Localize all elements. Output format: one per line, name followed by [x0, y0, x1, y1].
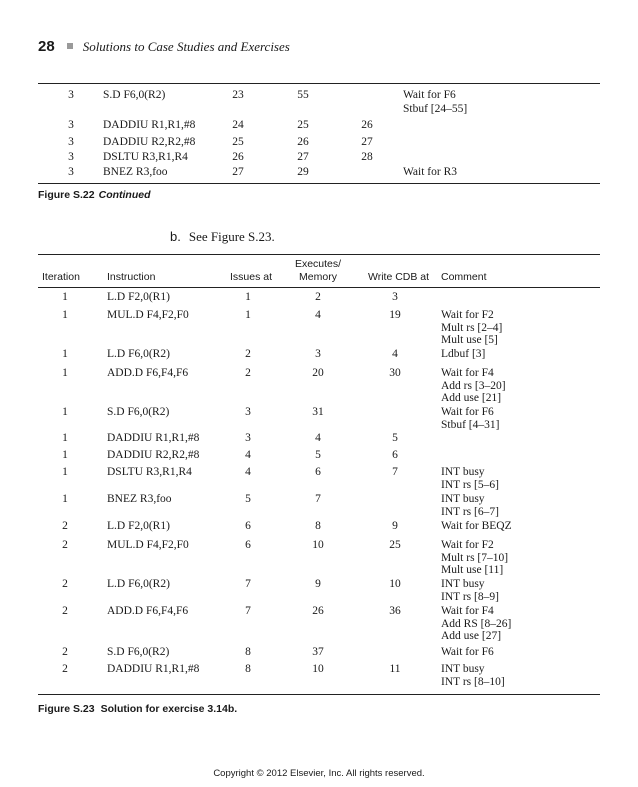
comment-line: INT busy	[441, 578, 485, 590]
iteration-cell: 1	[62, 493, 68, 505]
write-cdb-cell: 10	[389, 578, 401, 590]
comment-cell	[441, 646, 494, 659]
issues-at-cell: 8	[245, 646, 251, 658]
issues-at-cell: 6	[245, 520, 251, 532]
comment-cell	[441, 539, 508, 577]
instruction-cell: DSLTU R3,R1,R4	[107, 466, 192, 478]
iteration-cell: 2	[62, 605, 68, 617]
iteration-cell: 3	[68, 89, 74, 101]
iteration-cell: 1	[62, 309, 68, 321]
iteration-cell: 2	[62, 578, 68, 590]
iteration-cell: 3	[68, 119, 74, 131]
part-b-label: b.	[170, 229, 181, 244]
s22-bottom-rule	[38, 183, 600, 184]
write-cdb-cell: 3	[392, 291, 398, 303]
executes-cell: 4	[315, 432, 321, 444]
issues-at-cell: 3	[245, 432, 251, 444]
iteration-cell: 3	[68, 151, 74, 163]
comment-line: INT rs [8–10]	[441, 675, 505, 688]
figure-s22-table	[38, 88, 600, 183]
issues-at-cell: 7	[245, 578, 251, 590]
iteration-cell: 2	[62, 520, 68, 532]
iteration-cell: 2	[62, 539, 68, 551]
issues-at-cell: 27	[232, 166, 244, 178]
write-cdb-cell: 7	[392, 466, 398, 478]
comment-line: Wait for R3	[403, 166, 458, 178]
instruction-cell: L.D F2,0(R1)	[107, 520, 170, 532]
write-cdb-cell: 25	[389, 539, 401, 551]
issues-at-cell: 5	[245, 493, 251, 505]
issues-at-cell: 23	[232, 89, 244, 101]
instruction-cell: DADDIU R1,R1,#8	[107, 432, 200, 444]
iteration-cell: 3	[68, 166, 74, 178]
executes-cell: 27	[297, 151, 309, 163]
comment-line: INT rs [5–6]	[441, 478, 499, 491]
comment-cell	[441, 578, 499, 603]
executes-cell: 6	[315, 466, 321, 478]
issues-at-cell: 26	[232, 151, 244, 163]
header-instruction: Instruction	[107, 271, 156, 283]
instruction-cell: S.D F6,0(R2)	[107, 406, 170, 418]
write-cdb-cell: 30	[389, 367, 401, 379]
instruction-cell: DSLTU R3,R1,R4	[103, 151, 188, 163]
issues-at-cell: 24	[232, 119, 244, 131]
write-cdb-cell: 6	[392, 449, 398, 461]
figure-s22-caption	[38, 189, 151, 201]
header-separator-square	[67, 43, 73, 49]
executes-cell: 9	[315, 578, 321, 590]
comment-line: Wait for F6	[441, 406, 494, 418]
comment-line: INT busy	[441, 663, 485, 675]
comment-line: Add RS [8–26]	[441, 617, 512, 630]
executes-cell: 10	[312, 539, 324, 551]
issues-at-cell: 7	[245, 605, 251, 617]
instruction-cell: S.D F6,0(R2)	[107, 646, 170, 658]
comment-line: Wait for F2	[441, 309, 494, 321]
issues-at-cell: 1	[245, 309, 251, 321]
page-header	[38, 38, 290, 58]
figure-s23-caption	[38, 703, 237, 715]
comment-line: Add use [27]	[441, 630, 502, 642]
comment-cell	[403, 88, 467, 116]
executes-cell: 2	[315, 291, 321, 303]
comment-cell	[441, 663, 505, 688]
part-b	[170, 229, 275, 245]
instruction-cell: L.D F6,0(R2)	[107, 348, 170, 360]
issues-at-cell: 6	[245, 539, 251, 551]
running-title: Solutions to Case Studies and Exercises	[82, 39, 290, 54]
header-executes: Executes/	[294, 258, 342, 270]
header-write-cdb: Write CDB at	[368, 271, 430, 283]
figure-s23-table	[38, 290, 600, 694]
comment-line: Stbuf [4–31]	[441, 418, 500, 431]
write-cdb-cell: 5	[392, 432, 398, 444]
comment-cell	[403, 165, 457, 179]
comment-cell	[441, 367, 506, 405]
comment-line: Wait for F6	[441, 646, 494, 658]
comment-line: Mult use [11]	[441, 564, 504, 576]
issues-at-cell: 3	[245, 406, 251, 418]
comment-line: Mult rs [7–10]	[441, 551, 509, 564]
executes-cell: 26	[312, 605, 324, 617]
comment-line: Wait for F4	[441, 605, 494, 617]
instruction-cell: DADDIU R2,R2,#8	[107, 449, 200, 461]
comment-cell	[441, 466, 499, 491]
instruction-cell: DADDIU R2,R2,#8	[103, 136, 196, 148]
instruction-cell: L.D F2,0(R1)	[107, 291, 170, 303]
header-iteration: Iteration	[42, 271, 80, 283]
issues-at-cell: 25	[232, 136, 244, 148]
page-number: 28	[38, 38, 55, 55]
comment-cell	[441, 348, 485, 361]
issues-at-cell: 8	[245, 663, 251, 675]
iteration-cell: 1	[62, 367, 68, 379]
comment-line: Wait for F6	[403, 89, 456, 101]
executes-cell: 10	[312, 663, 324, 675]
comment-line: Wait for BEQZ	[441, 520, 512, 532]
executes-cell: 26	[297, 136, 309, 148]
iteration-cell: 2	[62, 646, 68, 658]
comment-line: Add rs [3–20]	[441, 379, 506, 392]
iteration-cell: 1	[62, 449, 68, 461]
write-cdb-cell: 4	[392, 348, 398, 360]
issues-at-cell: 2	[245, 367, 251, 379]
executes-cell: 31	[312, 406, 324, 418]
comment-line: Mult rs [2–4]	[441, 321, 503, 334]
figure-s22-caption-text: Continued	[98, 189, 151, 201]
header-executes-memory	[288, 258, 348, 284]
write-cdb-cell: 11	[389, 663, 401, 675]
write-cdb-cell: 28	[361, 151, 373, 163]
instruction-cell: ADD.D F6,F4,F6	[107, 605, 189, 617]
write-cdb-cell: 9	[392, 520, 398, 532]
instruction-cell: MUL.D F4,F2,F0	[107, 309, 189, 321]
figure-s22-caption-label: Figure S.22	[38, 189, 95, 201]
s23-bottom-rule	[38, 694, 600, 695]
comment-cell	[441, 493, 499, 518]
executes-cell: 25	[297, 119, 309, 131]
header-issues-at: Issues at	[230, 271, 273, 283]
comment-line: INT rs [8–9]	[441, 590, 499, 603]
figure-s23-caption-label: Figure S.23	[38, 703, 95, 715]
executes-cell: 7	[315, 493, 321, 505]
s22-top-rule	[38, 83, 600, 84]
comment-line: Mult use [5]	[441, 334, 498, 346]
instruction-cell: ADD.D F6,F4,F6	[107, 367, 189, 379]
figure-s23-caption-text: Solution for exercise 3.14b.	[100, 703, 238, 715]
comment-line: Add use [21]	[441, 392, 502, 404]
instruction-cell: S.D F6,0(R2)	[103, 89, 166, 101]
issues-at-cell: 2	[245, 348, 251, 360]
comment-line: INT busy	[441, 466, 485, 478]
header-comment: Comment	[441, 271, 487, 283]
executes-cell: 3	[315, 348, 321, 360]
write-cdb-cell: 27	[361, 136, 373, 148]
executes-cell: 29	[297, 166, 309, 178]
iteration-cell: 2	[62, 663, 68, 675]
executes-cell: 5	[315, 449, 321, 461]
instruction-cell: BNEZ R3,foo	[103, 166, 168, 178]
comment-line: INT busy	[441, 493, 485, 505]
header-memory: Memory	[299, 271, 337, 283]
write-cdb-cell: 19	[389, 309, 401, 321]
comment-cell	[441, 605, 511, 643]
write-cdb-cell: 36	[389, 605, 401, 617]
executes-cell: 55	[297, 89, 309, 101]
instruction-cell: BNEZ R3,foo	[107, 493, 172, 505]
issues-at-cell: 1	[245, 291, 251, 303]
instruction-cell: L.D F6,0(R2)	[107, 578, 170, 590]
comment-cell	[441, 406, 499, 431]
iteration-cell: 1	[62, 432, 68, 444]
executes-cell: 37	[312, 646, 324, 658]
comment-line: INT rs [6–7]	[441, 505, 499, 518]
executes-cell: 20	[312, 367, 324, 379]
executes-cell: 4	[315, 309, 321, 321]
instruction-cell: DADDIU R1,R1,#8	[107, 663, 200, 675]
iteration-cell: 1	[62, 406, 68, 418]
comment-line: Wait for F2	[441, 539, 494, 551]
executes-cell: 8	[315, 520, 321, 532]
comment-line: Ldbuf [3]	[441, 348, 486, 360]
comment-line: Stbuf [24–55]	[403, 103, 468, 115]
issues-at-cell: 4	[245, 449, 251, 461]
comment-line: Wait for F4	[441, 367, 494, 379]
part-b-text: See Figure S.23.	[188, 229, 275, 244]
instruction-cell: DADDIU R1,R1,#8	[103, 119, 196, 131]
s23-header-rule	[38, 287, 600, 288]
comment-cell	[441, 309, 502, 347]
iteration-cell: 1	[62, 348, 68, 360]
issues-at-cell: 4	[245, 466, 251, 478]
s23-top-rule	[38, 254, 600, 255]
copyright-notice: Copyright © 2012 Elsevier, Inc. All rights reserved.	[213, 768, 425, 779]
iteration-cell: 1	[62, 466, 68, 478]
write-cdb-cell: 26	[361, 119, 373, 131]
instruction-cell: MUL.D F4,F2,F0	[107, 539, 189, 551]
comment-cell	[441, 520, 512, 533]
iteration-cell: 1	[62, 291, 68, 303]
iteration-cell: 3	[68, 136, 74, 148]
